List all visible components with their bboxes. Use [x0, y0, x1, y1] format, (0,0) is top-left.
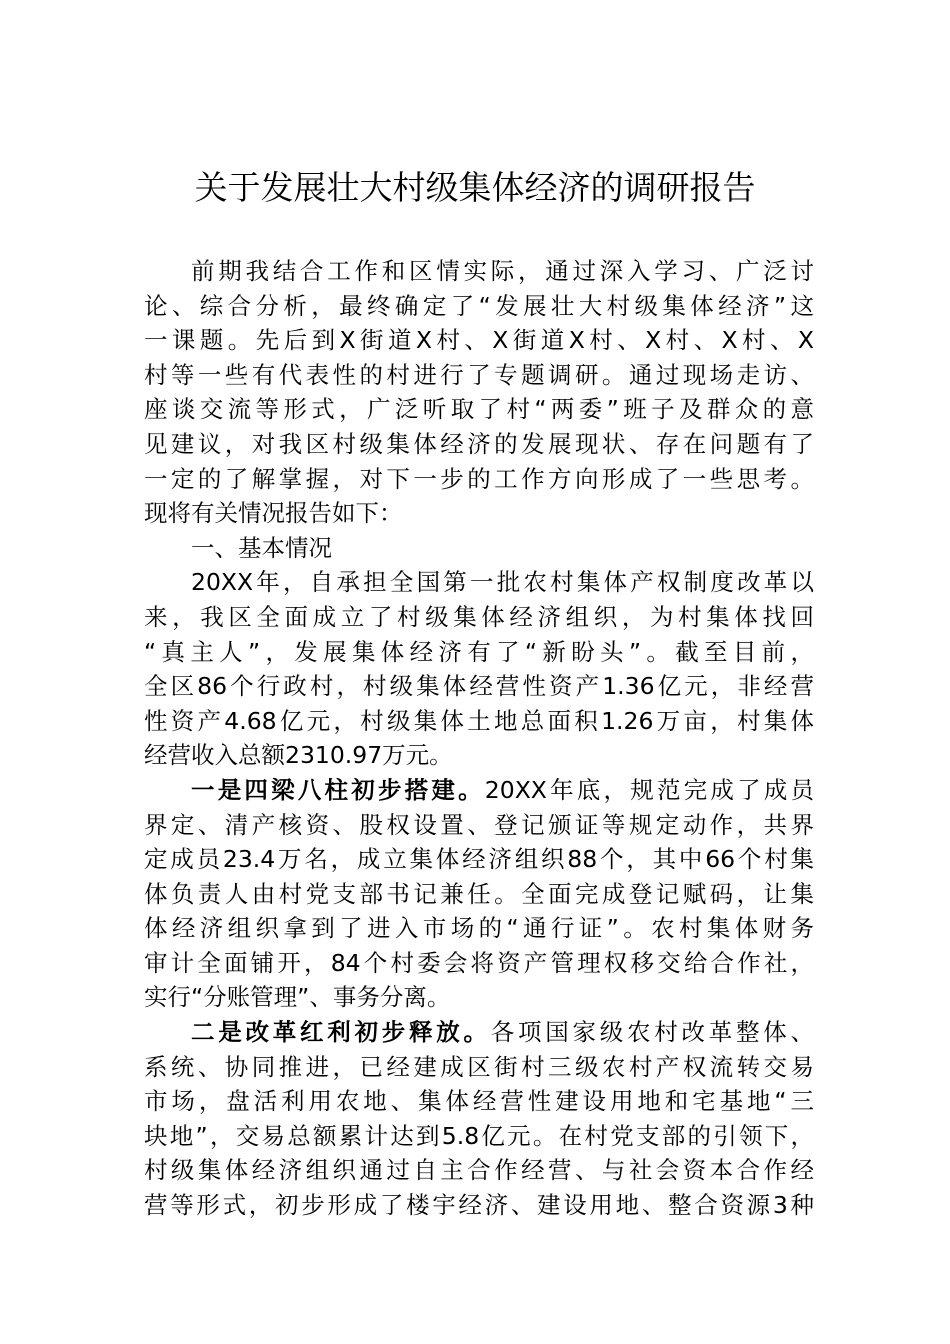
- body-line-text: 性资产4.68亿元，村级集体土地总面积1.26万亩，村集体: [144, 706, 814, 735]
- body-line-text: 20XX年，自承担全国第一批农村集体产权制度改革以: [191, 568, 814, 597]
- body-line-text: 体经济组织拿到了进入市场的“通行证”。农村集体财务: [144, 914, 814, 943]
- body-line: [144, 1015, 814, 1050]
- body-line: [144, 531, 814, 566]
- body-line: [144, 1188, 814, 1223]
- body-line: [144, 427, 814, 462]
- body-line: [144, 289, 814, 324]
- body-line: [144, 254, 814, 289]
- body-line: [144, 773, 814, 808]
- body-line-text: 村等一些有代表性的村进行了专题调研。通过现场走访、: [144, 360, 814, 389]
- body-line: [144, 462, 814, 497]
- document-body: [144, 254, 814, 1223]
- body-line: [144, 808, 814, 843]
- body-line-text: 一定的了解掌握，对下一步的工作方向形成了一些思考。: [144, 464, 814, 493]
- body-line-text: 现将有关情况报告如下：: [144, 499, 403, 528]
- body-line-text: 体负责人由村党支部书记兼任。全面完成登记赋码，让集: [144, 879, 814, 908]
- body-line-text: 市场，盘活利用农地、集体经营性建设用地和宅基地“三: [144, 1087, 814, 1116]
- body-line-text: 审计全面铺开，84个村委会将资产管理权移交给合作社，: [144, 948, 814, 977]
- body-line: [144, 911, 814, 946]
- body-line-text: 各项国家级农村改革整体、: [490, 1018, 814, 1047]
- body-line-text: 20XX年底，规范完成了成员: [484, 775, 814, 804]
- body-line: [144, 669, 814, 704]
- body-line: [144, 1084, 814, 1119]
- body-line-text: 界定、清产核资、股权设置、登记颁证等规定动作，共界: [144, 810, 814, 839]
- body-line-text: 前期我结合工作和区情实际，通过深入学习、广泛讨: [191, 257, 814, 285]
- body-line-text: 座谈交流等形式，广泛听取了村“两委”班子及群众的意: [144, 395, 814, 424]
- body-line: [144, 635, 814, 670]
- body-line-text: 系统、协同推进，已经建成区街村三级农村产权流转交易: [144, 1052, 814, 1081]
- body-line: [144, 842, 814, 877]
- body-line-text: 块地”，交易总额累计达到5.8亿元。在村党支部的引领下，: [144, 1121, 814, 1150]
- page-title: 关于发展壮大村级集体经济的调研报告: [194, 168, 756, 207]
- body-line: [144, 565, 814, 600]
- body-line-text: “真主人”，发展集体经济有了“新盼头”。截至目前，: [144, 637, 814, 666]
- body-line-text: 一、基本情况: [191, 533, 332, 562]
- paragraph-heading: 一是四梁八柱初步搭建。: [191, 775, 485, 804]
- body-line-text: 实行“分账管理”、事务分离。: [144, 983, 451, 1012]
- body-line-text: 村级集体经济组织通过自主合作经营、与社会资本合作经: [144, 1156, 814, 1185]
- body-line: [144, 392, 814, 427]
- body-line-text: 论、综合分析，最终确定了“发展壮大村级集体经济”这: [144, 291, 814, 320]
- body-line: [144, 496, 814, 531]
- body-line: [144, 877, 814, 912]
- body-line: [144, 358, 814, 393]
- body-line: [144, 738, 814, 773]
- body-line: [144, 1119, 814, 1154]
- body-line: [144, 980, 814, 1015]
- body-line-text: 来，我区全面成立了村级集体经济组织，为村集体找回: [144, 602, 814, 631]
- body-line: [144, 600, 814, 635]
- body-line: [144, 1050, 814, 1085]
- body-line: [144, 946, 814, 981]
- body-line: [144, 323, 814, 358]
- body-line-text: 经营收入总额2310.97万元。: [144, 741, 453, 770]
- body-line-text: 定成员23.4万名，成立集体经济组织88个，其中66个村集: [144, 845, 814, 874]
- paragraph-heading: 二是改革红利初步释放。: [191, 1018, 491, 1047]
- body-line-text: 营等形式，初步形成了楼宇经济、建设用地、整合资源3种: [144, 1191, 814, 1220]
- body-line: [144, 704, 814, 739]
- body-line: [144, 1153, 814, 1188]
- body-line-text: 一课题。先后到X街道X村、X街道X村、X村、X村、X: [144, 326, 814, 355]
- body-line-text: 见建议，对我区村级集体经济的发展现状、存在问题有了: [144, 429, 814, 458]
- body-line-text: 全区86个行政村，村级集体经营性资产1.36亿元，非经营: [144, 672, 814, 701]
